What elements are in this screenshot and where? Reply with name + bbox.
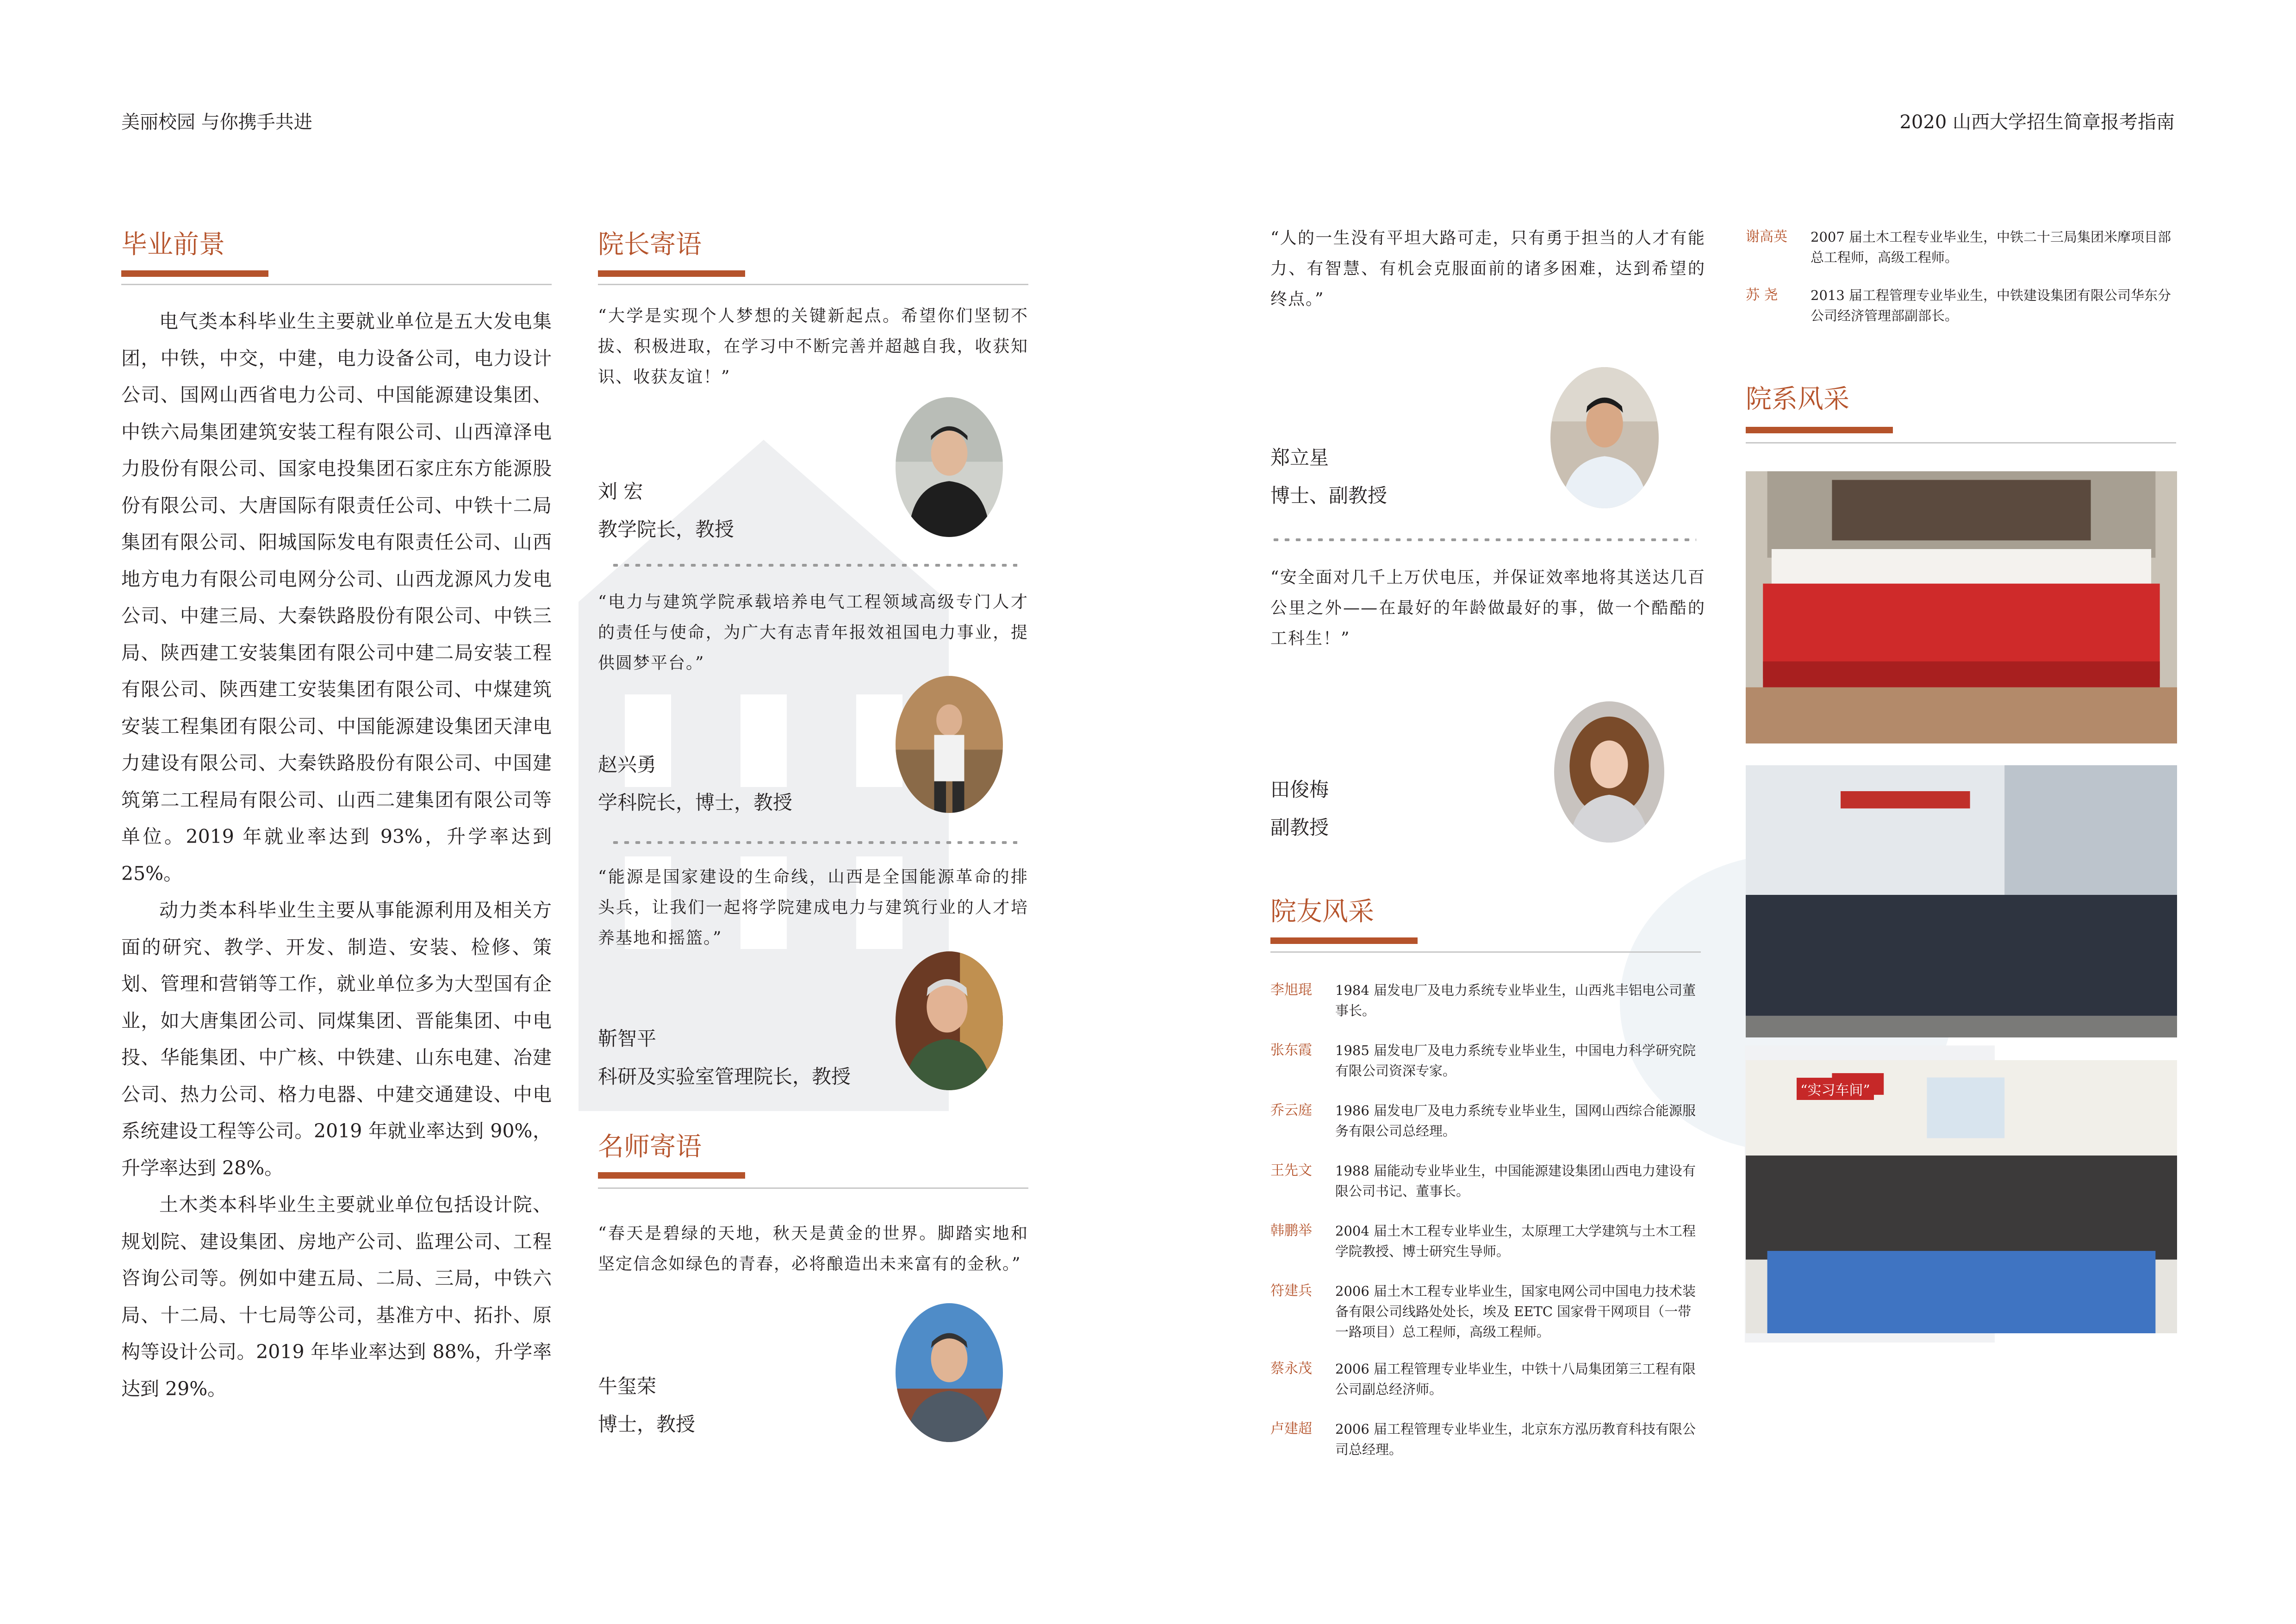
employment-title-bar	[121, 270, 268, 277]
alumni-desc: 1988 届能动专业毕业生，中国能源建设集团山西电力建设有限公司书记、董事长。	[1335, 1163, 1696, 1199]
teacher-photo	[1550, 367, 1659, 508]
alumni-item	[1270, 1281, 1701, 1342]
dean-photo	[896, 397, 1003, 537]
deans-title-rule	[598, 284, 1028, 285]
dean-name: 刘 宏	[598, 480, 643, 503]
practice-workshop-photo	[1746, 1060, 2177, 1333]
teacher-quote: “人的一生没有平坦大路可走，只有勇于担当的人才有能力、有智慧、有机会克服面前的诸多困难，达到希望的终点。”	[1270, 229, 1705, 309]
dotted-divider	[610, 564, 1017, 567]
teacher-name: 田俊梅	[1270, 778, 1329, 801]
alumni-item	[1746, 227, 2176, 268]
alumni-desc: 2013 届工程管理专业毕业生，中铁建设集团有限公司华东分公司经济管理部副部长。	[1811, 287, 2172, 324]
alumni-item	[1270, 1161, 1701, 1201]
alumni-name: 王先文	[1270, 1162, 1312, 1179]
alumni-item	[1270, 1100, 1701, 1141]
alumni-title-bar	[1270, 937, 1418, 944]
alumni-item	[1746, 285, 2176, 326]
header-left: 美丽校园 与你携手共进	[121, 112, 312, 133]
dean-name: 靳智平	[598, 1027, 657, 1050]
employment-title: 毕业前景	[121, 230, 225, 260]
alumni-desc: 1984 届发电厂及电力系统专业毕业生，山西兆丰铝电公司董事长。	[1335, 982, 1696, 1018]
dotted-divider	[1270, 538, 1696, 541]
alumni-title-rule	[1270, 951, 1701, 953]
deans-title-bar	[598, 270, 745, 277]
dean-quote: “能源是国家建设的生命线，山西是全国能源革命的排头兵，让我们一起将学院建成电力与建筑行业的人才培养基地和摇篮。”	[598, 868, 1028, 948]
teacher-photo	[1554, 701, 1664, 843]
alumni-desc: 1986 届发电厂及电力系统专业毕业生，国网山西综合能源服务有限公司总经理。	[1335, 1103, 1696, 1139]
alumni-name: 苏 尧	[1746, 287, 1778, 303]
alumni-name: 张东霞	[1270, 1042, 1312, 1058]
dean-quote: “电力与建筑学院承载培养电气工程领域高级专门人才的责任与使命，为广大有志青年报效祖国电力事业，提供圆梦平台。”	[598, 593, 1028, 673]
dean-role: 学科院长，博士，教授	[598, 791, 793, 814]
alumni-name: 卢建超	[1270, 1421, 1312, 1437]
dean-role: 教学院长，教授	[598, 518, 734, 541]
header-right: 2020 山西大学招生简章报考指南	[1899, 112, 2175, 133]
gallery-title-rule	[1746, 442, 2176, 443]
alumni-desc: 2006 届工程管理专业毕业生，中铁十八局集团第三工程有限公司副总经济师。	[1335, 1361, 1696, 1397]
alumni-name: 乔云庭	[1270, 1102, 1312, 1118]
choir-group-photo	[1746, 471, 2177, 743]
teacher-role: 副教授	[1270, 816, 1329, 839]
employment-paragraph: 电气类本科毕业生主要就业单位是五大发电集团，中铁，中交，中建，电力设备公司，电力设计公司、国网山西省电力公司、中国能源建设集团、中铁六局集团建筑安装工程有限公司、山西漳泽电力股份有限公司、国家电投集团石家庄东方能源股份有限公司、大唐国际有限责任公司、中铁十二局集团有限公司、阳城国际发电有限责任公司、山西地方电力有限公司电网分公司、山西龙源风力发电公司、中建三局、大秦铁路股份有限公司、中铁三局、陕西建工安装集团有限公司中建二局安装工程有限公司、陕西建工安装集团有限公司、中煤建筑安装工程集团有限公司、中国能源建设集团天津电力建设有限公司、大秦铁路股份有限公司、中国建筑第二工程局有限公司、山西二建集团有限公司等单位。2019 年就业率达到 93%，升学率达到 25%。	[121, 310, 552, 885]
teacher-role: 博士、副教授	[1270, 484, 1388, 507]
teacher-name: 郑立星	[1270, 446, 1329, 469]
alumni-name: 谢高英	[1746, 229, 1787, 245]
teacher-quote: “春天是碧绿的天地，秋天是黄金的世界。脚踏实地和坚定信念如绿色的青春，必将酿造出未来富有的金秋。”	[598, 1224, 1028, 1274]
alumni-desc: 2007 届土木工程专业毕业生，中铁二十三局集团米摩项目部总工程师，高级工程师。	[1811, 229, 2172, 265]
teachers-title-rule	[598, 1187, 1028, 1189]
dean-role: 科研及实验室管理院长，教授	[598, 1065, 851, 1088]
employment-text	[121, 303, 552, 1407]
alumni-desc: 2006 届工程管理专业毕业生，北京东方泓历教育科技有限公司总经理。	[1335, 1421, 1696, 1457]
teacher-role: 博士，教授	[598, 1413, 696, 1436]
dean-quote: “大学是实现个人梦想的关键新起点。希望你们坚韧不拔、积极进取，在学习中不断完善并超越自我，收获知识、收获友谊！”	[598, 306, 1028, 387]
employment-title-rule	[121, 284, 552, 285]
alumni-name: 李旭琨	[1270, 982, 1312, 998]
dotted-divider	[610, 841, 1017, 844]
alumni-item	[1270, 1359, 1701, 1399]
teacher-quote: “安全面对几千上万伏电压，并保证效率地将其送达几百公里之外——在最好的年龄做最好的事，做一个酷酷的工科生！”	[1270, 568, 1705, 648]
dean-photo	[896, 676, 1003, 813]
employment-paragraph: 土木类本科毕业生主要就业单位包括设计院、规划院、建设集团、房地产公司、监理公司、工程咨询公司等。例如中建五局、二局、三局，中铁六局、十二局、十七局等公司，基准方中、拓扑、原构等设计公司。2019 年毕业率达到 88%，升学率达到 29%。	[121, 1193, 552, 1400]
alumni-desc: 2004 届土木工程专业毕业生，太原理工大学建筑与土木工程学院教授、博士研究生导师。	[1335, 1223, 1696, 1259]
gallery-title-bar	[1746, 427, 1893, 433]
alumni-item	[1270, 1419, 1701, 1460]
alumni-title: 院友风采	[1270, 897, 1374, 927]
dean-photo	[896, 951, 1003, 1090]
alumni-name: 韩鹏举	[1270, 1223, 1312, 1239]
teacher-photo	[896, 1303, 1003, 1442]
employment-paragraph: 动力类本科毕业生主要从事能源利用及相关方面的研究、教学、开发、制造、安装、检修、策划、管理和营销等工作，就业单位多为大型国有企业，如大唐集团公司、同煤集团、晋能集团、中电投、华能集团、中广核、中铁建、山东电建、冶建公司、热力公司、格力电器、中建交通建设、中电系统建设工程等公司。2019 年就业率达到 90%，升学率达到 28%。	[121, 899, 552, 1179]
alumni-item	[1270, 980, 1701, 1021]
dean-name: 赵兴勇	[598, 753, 657, 776]
teachers-title-bar	[598, 1172, 745, 1179]
alumni-desc: 1985 届发电厂及电力系统专业毕业生，中国电力科学研究院有限公司资深专家。	[1335, 1043, 1696, 1079]
alumni-name: 蔡永茂	[1270, 1361, 1312, 1377]
deans-title: 院长寄语	[598, 230, 702, 260]
group-outdoor-photo	[1746, 765, 2177, 1037]
alumni-item	[1270, 1040, 1701, 1081]
teachers-title: 名师寄语	[598, 1132, 702, 1162]
banner-text: “实习车间”	[1797, 1078, 1874, 1100]
alumni-item	[1270, 1221, 1701, 1262]
teacher-name: 牛玺荣	[598, 1375, 657, 1398]
alumni-desc: 2006 届土木工程专业毕业生，国家电网公司中国电力技术装备有限公司线路处处长，埃及 EETC 国家骨干网项目（一带一路项目）总工程师，高级工程师。	[1335, 1283, 1696, 1340]
gallery-title: 院系风采	[1746, 384, 1849, 414]
alumni-name: 符建兵	[1270, 1283, 1312, 1299]
